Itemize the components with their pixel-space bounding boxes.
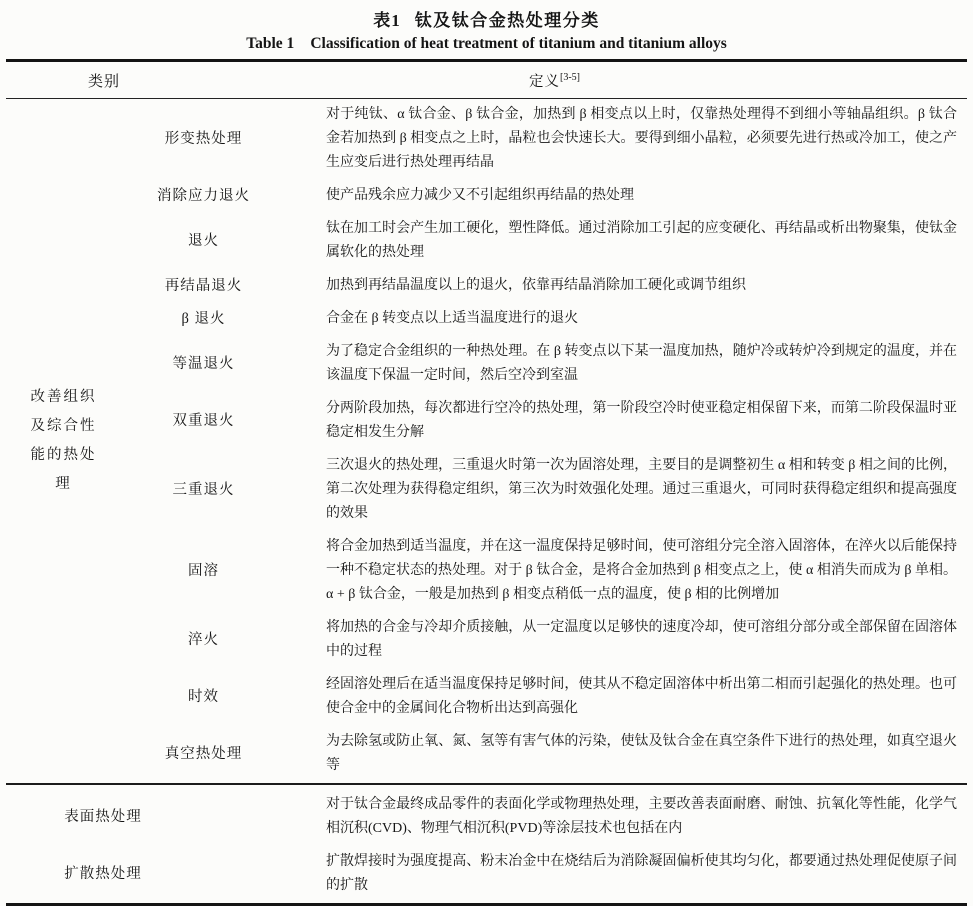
table-row	[6, 270, 967, 303]
row-name: 退火	[188, 233, 219, 249]
header-definition	[286, 61, 967, 99]
row-definition: 分两阶段加热，每次都进行空冷的热处理，第一阶段空冷时使亚稳定相保留下来，而第二阶段保温时亚稳定相发生分解	[326, 401, 957, 440]
row-definition: 加热到再结晶温度以上的退火，依靠再结晶消除加工硬化或调节组织	[326, 278, 747, 293]
row-name: 再结晶退火	[164, 278, 243, 294]
table-row	[6, 784, 967, 846]
table-row	[6, 303, 967, 336]
classification-table	[6, 59, 967, 906]
table-title-en-text: Classification of heat treatment of titanium and titanium alloys	[310, 35, 727, 52]
row-definition: 经固溶处理后在适当温度保持足够时间，使其从不稳定固溶体中析出第二相而引起强化的热处理。也可使合金中的金属间化合物析出达到高强化	[326, 677, 957, 716]
row-definition: 扩散焊接时为强度提高、粉末冶金中在烧结后为消除凝固偏析使其均匀化，都要通过热处理促使原子间的扩散	[326, 854, 957, 893]
row-name: 真空热处理	[164, 746, 243, 762]
row-name: 扩散热处理	[64, 866, 142, 882]
table-row	[6, 99, 967, 181]
row-definition: 三次退火的热处理，三重退火时第一次为固溶处理，主要目的是调整初生 α 相和转变 β 相之间的比例，第二次处理为获得稳定组织，第三次为时效强化处理。通过三重退火，可同时获得稳定组织和提高强度的效果	[326, 458, 957, 521]
category-cell	[6, 99, 121, 785]
row-name: 等温退火	[172, 356, 235, 372]
row-definition: 对于纯钛、α 钛合金、β 钛合金，加热到 β 相变点以上时，仅靠热处理得不到细小等轴晶组织。β 钛合金若加热到 β 相变点之上时，晶粒也会快速长大。要得到细小晶粒，必须要先进行热或冷加工，使之产生应变后进行热处理再结晶	[326, 107, 957, 170]
header-definition-label: 定义	[529, 73, 561, 90]
table-header	[6, 61, 967, 99]
row-name: 表面热处理	[6, 784, 286, 846]
row-name: 固溶	[188, 563, 219, 579]
table-row	[6, 669, 967, 726]
table-row	[6, 846, 967, 905]
table-row	[6, 612, 967, 669]
table-number-zh: 表1	[373, 11, 401, 30]
row-name: β 退火	[181, 311, 226, 327]
row-definition: 对于钛合金最终成品零件的表面化学或物理热处理，主要改善表面耐磨、耐蚀、抗氧化等性能，化学气相沉积(CVD)、物理气相沉积(PVD)等涂层技术也包括在内	[286, 784, 967, 846]
table-row	[6, 213, 967, 270]
row-name: 时效	[188, 689, 219, 705]
table-row	[6, 393, 967, 450]
row-definition: 钛在加工时会产生加工硬化，塑性降低。通过消除加工引起的应变硬化、再结晶或析出物聚集，使钛金属软化的热处理	[326, 221, 957, 260]
header-category: 类别	[6, 61, 286, 99]
table-row	[6, 336, 967, 393]
table-number-en: Table 1	[246, 35, 295, 52]
row-name: 消除应力退火	[157, 188, 250, 204]
row-definition: 使产品残余应力减少又不引起组织再结晶的热处理	[326, 188, 635, 203]
header-row	[6, 61, 967, 99]
table-title-zh-text: 钛及钛合金热处理分类	[414, 11, 600, 30]
row-name: 淬火	[188, 632, 219, 648]
row-name: 双重退火	[172, 413, 235, 429]
table-row	[6, 726, 967, 784]
citation-ref: [3-5]	[560, 71, 581, 83]
category-label: 改善组织及综合性能的热处理	[30, 388, 97, 492]
table-row	[6, 531, 967, 612]
row-definition: 将加热的合金与冷却介质接触，从一定温度以足够快的速度冷却，使可溶组分部分或全部保留在固溶体中的过程	[326, 620, 957, 659]
row-definition: 合金在 β 转变点以上适当温度进行的退火	[326, 311, 579, 326]
table-title-zh	[6, 4, 967, 31]
row-name: 三重退火	[172, 482, 235, 498]
row-definition: 为了稳定合金组织的一种热处理。在 β 转变点以下某一温度加热，随炉冷或转炉冷到规定的温度，并在该温度下保温一定时间，然后空冷到室温	[326, 344, 957, 383]
table-title-en	[6, 31, 967, 59]
table-row	[6, 450, 967, 531]
table-row	[6, 180, 967, 213]
table-body	[6, 99, 967, 905]
row-definition: 将合金加热到适当温度，并在这一温度保持足够时间，使可溶组分完全溶入固溶体，在淬火以后能保持一种不稳定状态的热处理。对于 β 钛合金，是将合金加热到 β 相变点之上，使 α 相消失而成为 β 单相。α + β 钛合金，一般是加热到 β 相变点稍低一点的温度，使 β 相的比例增加	[326, 539, 957, 602]
row-name: 形变热处理	[164, 131, 243, 147]
row-definition: 为去除氢或防止氧、氮、氢等有害气体的污染，使钛及钛合金在真空条件下进行的热处理，如真空退火等	[326, 734, 957, 773]
